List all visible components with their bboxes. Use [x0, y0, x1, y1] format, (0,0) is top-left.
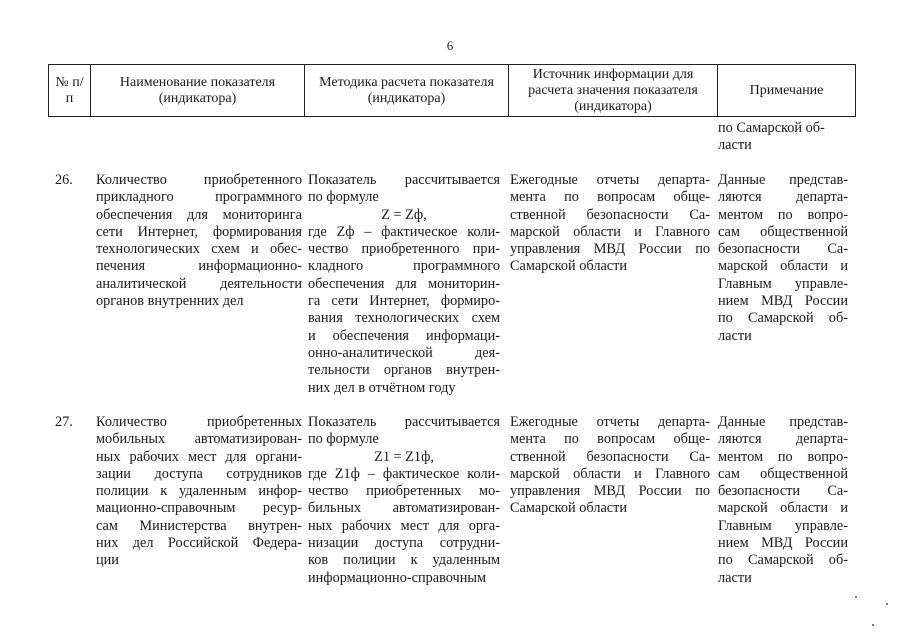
indicator-name	[96, 414, 302, 570]
text-line: ции	[96, 552, 119, 569]
text-line: ласти	[718, 327, 752, 344]
text-line: сам Министерства внутрен-	[96, 517, 302, 534]
carry-over-note	[718, 120, 848, 155]
text-line: нием МВД России	[718, 293, 848, 310]
text-line: где Zф – фактическое коли-	[308, 223, 500, 240]
text-line: ляются департа-	[718, 189, 848, 206]
text-line: марской области и Главного	[510, 223, 710, 240]
text-line: марской области и Главного	[510, 465, 710, 482]
formula: Z1 = Z1ф,	[374, 448, 434, 465]
text-line: аналитической деятельности	[96, 275, 302, 292]
text-line: нием МВД России	[718, 535, 848, 552]
text-line: технологических схем и обес-	[96, 241, 302, 258]
text-line: полиции к удаленным инфор-	[96, 483, 302, 500]
text-line: сети Интернет, формирования	[96, 223, 302, 240]
text-line: по Самарской об-	[718, 310, 848, 327]
text-line: них дел Российской Федера-	[96, 535, 302, 552]
text-line: марской области и	[718, 258, 848, 275]
text-line: ков полиции к удаленным	[308, 552, 500, 569]
text-line: по формуле	[308, 189, 379, 206]
text-line: Главным управле-	[718, 275, 848, 292]
text-line: вания технологических схем	[308, 310, 500, 327]
row-number: 27.	[55, 414, 73, 430]
page-number: 6	[446, 38, 454, 53]
scan-speck	[886, 603, 888, 605]
text-line: ментом по вопро-	[718, 448, 848, 465]
text-line: Самарской области	[510, 258, 628, 275]
text-line: по формуле	[308, 431, 379, 448]
text-line: Количество приобретенного	[96, 172, 302, 188]
text-line: тельности органов внутрен-	[308, 362, 500, 379]
header-name: Наименование показателя (индикатора)	[91, 65, 305, 117]
text-line: ласти	[718, 569, 752, 586]
text-line: Главным управле-	[718, 517, 848, 534]
table-header	[48, 64, 856, 117]
text-line: мента по вопросам обще-	[510, 189, 710, 206]
header-num: № п/п	[49, 65, 91, 117]
text-line: Данные предстaв-	[718, 414, 848, 430]
text-line: ментом по вопро-	[718, 206, 848, 223]
text-line: Показатель рассчитывается	[308, 172, 500, 188]
text-line: Количество приобретенных	[96, 414, 302, 430]
text-line: ных рабочих мест для орга-	[308, 517, 500, 534]
text-line: Самарской области	[510, 500, 628, 517]
text-line: ных рабочих мест для органи-	[96, 448, 302, 465]
calculation-method	[308, 414, 500, 587]
text-line: Показатель рассчитывается	[308, 414, 500, 430]
text-line: мационно-справочным ресур-	[96, 500, 302, 517]
text-line: управления МВД России по	[510, 483, 710, 500]
text-line: мента по вопросам обще-	[510, 431, 710, 448]
calculation-method	[308, 172, 500, 397]
header-source: Источник информации для расчета значения показателя (индикатора)	[509, 65, 718, 117]
text-line: безопасности Са-	[718, 241, 848, 258]
text-line: низации доступа сотрудни-	[308, 535, 500, 552]
text-line: онно-аналитической дея-	[308, 344, 500, 361]
text-line: сам общественной	[718, 465, 848, 482]
text-line: по Самарской об-	[718, 552, 848, 569]
text-line: Данные представ-	[718, 172, 848, 188]
carry-over-line: по Самарской об-	[718, 120, 825, 136]
text-line: чество приобретенных мо-	[308, 483, 500, 500]
text-line: прикладного программного	[96, 189, 302, 206]
note	[718, 414, 848, 587]
text-line: бильных автоматизирован-	[308, 500, 500, 517]
text-line: зации доступа сотрудников	[96, 465, 302, 482]
text-line: где Z1ф – фактическое коли-	[308, 465, 500, 482]
formula: Z = Zф,	[381, 206, 427, 223]
header-note: Примечание	[718, 65, 856, 117]
carry-over-line: ласти	[718, 137, 752, 154]
text-line: управления МВД России по	[510, 241, 710, 258]
text-line: марской области и	[718, 500, 848, 517]
text-line: безопасности Са-	[718, 483, 848, 500]
text-line: ственной безопасности Са-	[510, 206, 710, 223]
information-source	[510, 414, 710, 518]
text-line: чество приобретенного при-	[308, 241, 500, 258]
text-line: информационно-справочным	[308, 569, 487, 586]
text-line: сам общественной	[718, 223, 848, 240]
text-line: обеспечения для мониторин-	[308, 275, 500, 292]
text-line: них дел в отчётном году	[308, 379, 456, 396]
note	[718, 172, 848, 345]
text-line: органов внутренних дел	[96, 293, 244, 310]
text-line: и обеспечения информаци-	[308, 327, 500, 344]
text-line: мобильных автоматизирован-	[96, 431, 302, 448]
information-source	[510, 172, 710, 276]
text-line: печения информационно-	[96, 258, 302, 275]
text-line: га сети Интернет, формиро-	[308, 293, 500, 310]
text-line: ляются департа-	[718, 431, 848, 448]
scan-speck	[855, 596, 857, 598]
indicator-name	[96, 172, 302, 310]
text-line: Ежегодные отчеты департа-	[510, 414, 710, 430]
text-line: Ежегодные отчеты департа-	[510, 172, 710, 188]
text-line: обеспечения для мониторинга	[96, 206, 302, 223]
row-number: 26.	[55, 172, 73, 188]
text-line: кладного программного	[308, 258, 500, 275]
scan-speck	[872, 624, 874, 626]
text-line: ственной безопасности Са-	[510, 448, 710, 465]
header-method: Методика расчета показателя (индикатора)	[305, 65, 509, 117]
